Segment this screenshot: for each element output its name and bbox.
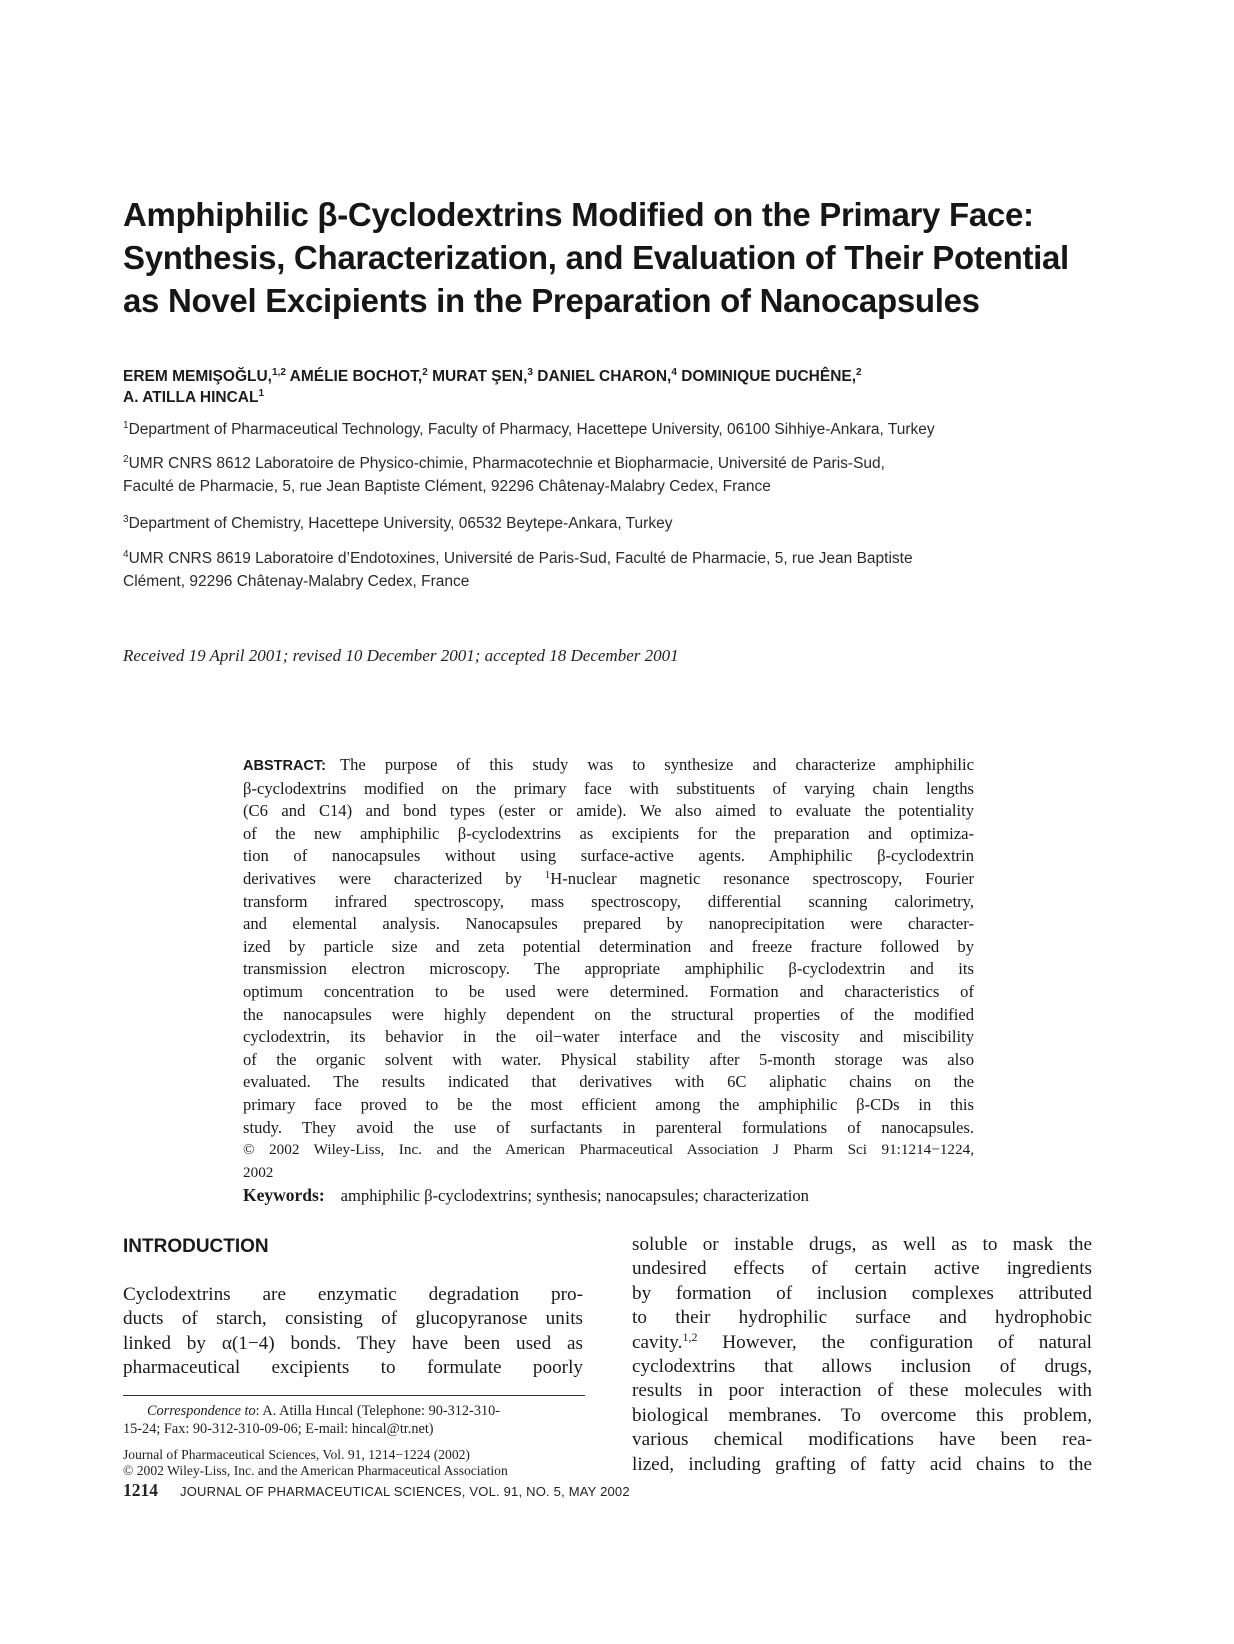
affil-sup: 4 [123,549,129,560]
author-list [123,366,1123,408]
body-text: cavity. [632,1331,683,1353]
keywords-label: Keywords: [243,1185,325,1206]
journal-citation: Journal of Pharmaceutical Sciences, Vol. 91, 1214−1224 (2002) [123,1447,470,1462]
affil-text: Clément, 92296 Châtenay-Malabry Cedex, France [123,573,470,590]
body-line: results in poor interaction of these molecules with [632,1380,1092,1402]
title-line: Synthesis, Characterization, and Evaluation of Their Potential [123,239,1069,276]
abstract-line: evaluated. The results indicated that derivatives with 6C aliphatic chains on the [243,1072,974,1092]
author-name: DANIEL CHARON, [532,368,672,385]
abstract-line: (C6 and C14) and bond types (ester or amide). We also aimed to evaluate the potentiality [243,801,974,821]
correspondence-text: : A. Atilla Hıncal (Telephone: 90-312-310- [255,1403,501,1419]
body-line: by formation of inclusion complexes attributed [632,1282,1092,1304]
body-line: pharmaceutical excipients to formulate poorly [123,1357,583,1379]
affil-text: Department of Pharmaceutical Technology, Faculty of Pharmacy, Hacettepe University, 06100 Sihhiye-Ankara, Turkey [128,421,935,438]
body-line: various chemical modifications have been rea- [632,1429,1092,1451]
abstract-line: transform infrared spectroscopy, mass spectroscopy, differential scanning calorimetry, [243,891,974,911]
abstract-line: primary face proved to be the most efficient among the amphiphilic β-CDs in this [243,1094,974,1114]
section-heading-introduction: INTRODUCTION [123,1236,269,1257]
affil-text: UMR CNRS 8612 Laboratoire de Physico-chimie, Pharmacotechnie et Biopharmacie, Université de Paris-Sud, [128,455,885,472]
intro-right-column [632,1233,1092,1477]
body-line: linked by α(1−4) bonds. They have been used as [123,1332,583,1354]
journal-footnote [123,1447,583,1479]
author-affil-sup: 1,2 [271,367,286,378]
abstract-copyright: © 2002 Wiley-Liss, Inc. and the American Pharmaceutical Association J Pharm Sci 91:1214−1224, [243,1141,974,1159]
affiliation [123,418,1123,441]
affiliation [123,547,1123,593]
paper-title [123,193,1123,322]
affiliation [123,512,1123,535]
page-number: 1214 [123,1480,158,1500]
abstract-line: optimum concentration to be used were determined. Formation and characteristics of [243,981,974,1001]
correspondence-label: Correspondence to [147,1403,256,1419]
intro-left-column [123,1283,583,1381]
body-line: undesired effects of certain active ingredients [632,1258,1092,1280]
affil-text: Department of Chemistry, Hacettepe University, 06532 Beytepe-Ankara, Turkey [128,515,673,532]
author-name: AMÉLIE BOCHOT, [285,368,423,385]
abstract-sup: 1 [544,868,551,881]
copyright-line: © 2002 Wiley-Liss, Inc. and the American Pharmaceutical Association [123,1463,508,1478]
received-dates: Received 19 April 2001; revised 10 December 2001; accepted 18 December 2001 [123,646,679,665]
abstract-line: The purpose of this study was to synthesize and characterize amphiphilic [339,755,974,774]
abstract-text: derivatives were characterized by [243,868,545,888]
abstract-line: ized by particle size and zeta potential determination and freeze fracture followed by [243,936,974,956]
correspondence-text: 15-24; Fax: 90-312-310-09-06; E-mail: hincal@tr.net) [123,1421,434,1437]
author-affil-sup: 1 [258,388,265,399]
body-line: Cyclodextrins are enzymatic degradation pro- [123,1284,583,1305]
author-name: A. ATILLA HINCAL [123,389,259,406]
correspondence-footnote [123,1402,583,1438]
affiliation [123,452,1123,498]
footnote-rule [123,1395,585,1396]
citation-sup: 1,2 [682,1329,698,1344]
abstract-copyright: 2002 [243,1163,274,1181]
author-affil-sup: 3 [527,367,533,378]
affil-sup: 1 [123,420,129,431]
body-line: cyclodextrins that allows inclusion of drugs, [632,1356,1092,1378]
affil-text: Faculté de Pharmacie, 5, rue Jean Baptiste Clément, 92296 Châtenay-Malabry Cedex, France [123,478,771,495]
affil-text: UMR CNRS 8619 Laboratoire d’Endotoxines, Université de Paris-Sud, Faculté de Pharmacie, 5, rue Jean Baptiste [128,550,913,567]
running-footer-journal: JOURNAL OF PHARMACEUTICAL SCIENCES, VOL. 91, NO. 5, MAY 2002 [180,1484,630,1499]
author-affil-sup: 2 [856,367,862,378]
author-name: MURAT ŞEN, [427,368,528,385]
title-line: Amphiphilic β-Cyclodextrins Modified on the Primary Face: [123,196,1034,233]
author-affil-sup: 4 [671,367,677,378]
body-line: biological membranes. To overcome this problem, [632,1404,1092,1426]
body-text: However, the configuration of natural [697,1331,1092,1353]
abstract-line: of the organic solvent with water. Physical stability after 5-month storage was also [243,1049,974,1069]
abstract-line: and elemental analysis. Nanocapsules prepared by nanoprecipitation were character- [243,914,974,934]
abstract-line: study. They avoid the use of surfactants in parenteral formulations of nanocapsules. [243,1117,974,1137]
abstract-line: of the new amphiphilic β-cyclodextrins as excipients for the preparation and optimiza- [243,823,974,843]
author-name: DOMINIQUE DUCHÊNE, [676,368,857,385]
title-line: as Novel Excipients in the Preparation of Nanocapsules [123,282,980,319]
author-name: EREM MEMIŞOĞLU, [123,368,272,385]
abstract-label: ABSTRACT: [243,758,326,774]
page-footer [123,1480,1123,1501]
affil-sup: 3 [123,514,129,525]
abstract-line: tion of nanocapsules without using surface-active agents. Amphiphilic β-cyclodextrin [243,846,974,866]
keywords-text: amphiphilic β-cyclodextrins; synthesis; nanocapsules; characterization [340,1186,809,1206]
affil-sup: 2 [123,454,129,465]
abstract-line: the nanocapsules were highly dependent on the structural properties of the modified [243,1004,974,1024]
body-line: lized, including grafting of fatty acid chains to the [632,1453,1092,1475]
abstract-line: transmission electron microscopy. The appropriate amphiphilic β-cyclodextrin and its [243,959,974,979]
abstract-line: cyclodextrin, its behavior in the oil−water interface and the viscosity and miscibility [243,1027,974,1047]
body-line: soluble or instable drugs, as well as to mask the [632,1234,1092,1255]
abstract-text: H-nuclear magnetic resonance spectroscopy, Fourier [550,868,974,888]
body-line: to their hydrophilic surface and hydrophobic [632,1307,1092,1329]
author-affil-sup: 2 [422,367,428,378]
abstract-line: β-cyclodextrins modified on the primary face with substituents of varying chain lengths [243,778,974,798]
abstract [243,754,974,1208]
body-line: ducts of starch, consisting of glucopyranose units [123,1308,583,1330]
